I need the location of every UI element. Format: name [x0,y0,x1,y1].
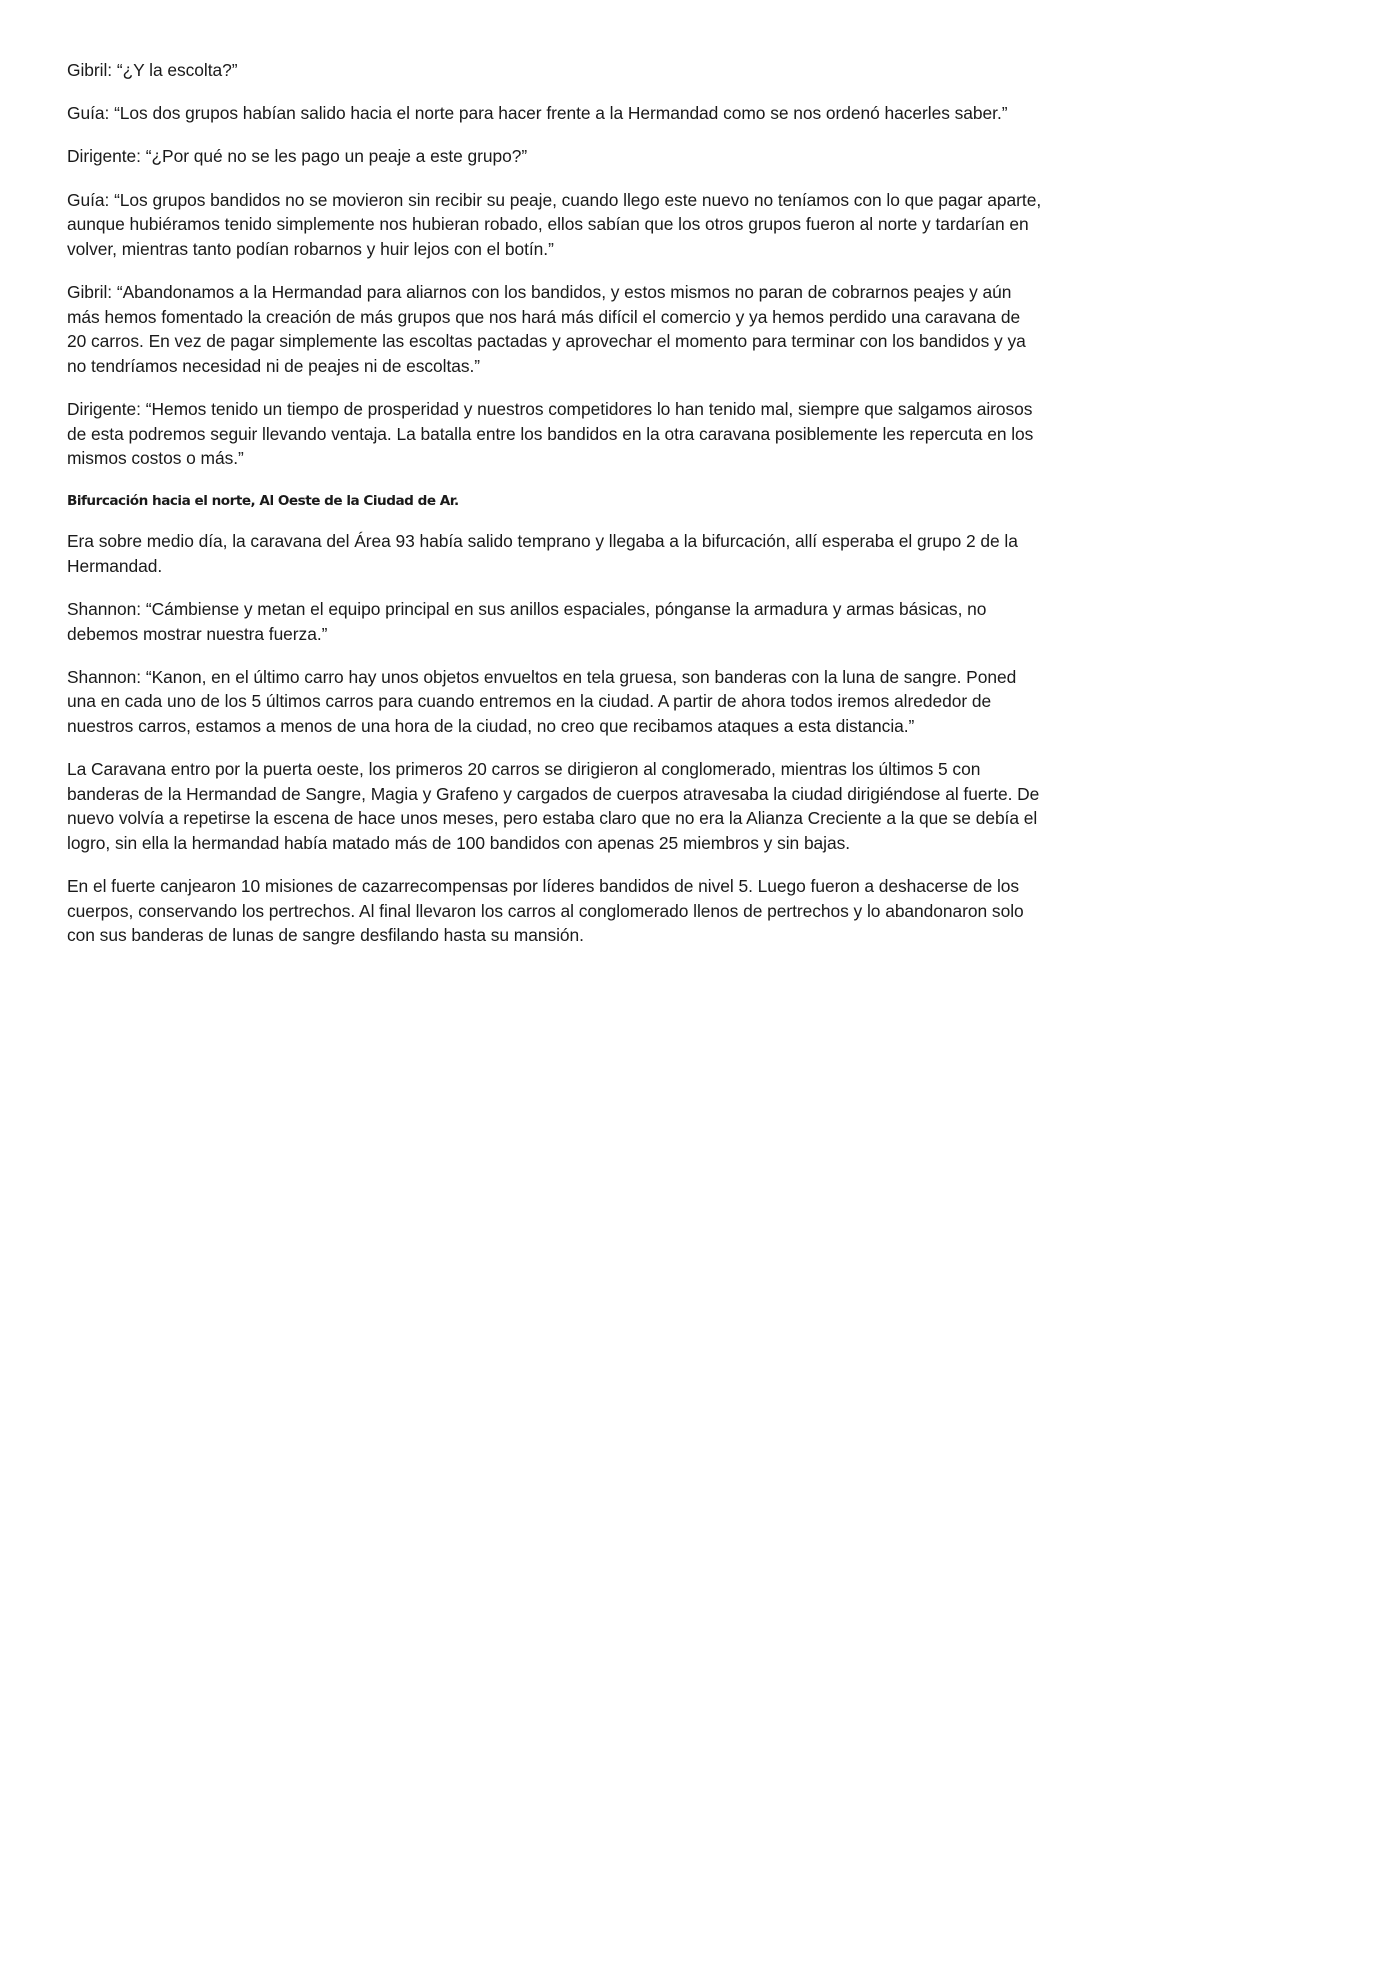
dialogue-paragraph: Dirigente: “Hemos tenido un tiempo de prosperidad y nuestros competidores lo han tenido mal, siempre que salgamos airosos de esta podremos seguir llevando ventaja. La batalla entre los bandidos en la otra caravana posiblemente les repercuta en los mismos costos o más.” [67,398,1034,469]
dialogue-paragraph: Dirigente: “¿Por qué no se les pago un peaje a este grupo?” [67,146,528,167]
dialogue-paragraph: Guía: “Los grupos bandidos no se movieron sin recibir su peaje, cuando llego este nuevo no teníamos con lo que pagar aparte, aunque hubiéramos tenido simplemente nos hubieran robado, ellos sabían que los otros grupos fueron al norte y tardarían en volver, mientras tanto podían robarnos y huir lejos con el botín.” [67,189,1042,259]
document-page [67,58,1042,967]
dialogue-paragraph: Guía: “Los dos grupos habían salido hacia el norte para hacer frente a la Hermandad como se nos ordenó hacerles saber.” [67,103,1008,124]
dialogue-paragraph: Shannon: “Kanon, en el último carro hay unos objetos envueltos en tela gruesa, son banderas con la luna de sangre. Poned una en cada uno de los 5 últimos carros para cuando entremos en la ciudad. A partir de ahora todos iremos alrededor de nuestros carros, estamos a menos de una hora de la ciudad, no creo que recibamos ataques a esta distancia.” [67,666,1017,737]
narrative-paragraph: Era sobre medio día, la caravana del Área 93 había salido temprano y llegaba a la bifurcación, allí esperaba el grupo 2 de la Hermandad. [67,531,1018,576]
narrative-paragraph: En el fuerte canjearon 10 misiones de cazarrecompensas por líderes bandidos de nivel 5. Luego fueron a deshacerse de los cuerpos, conservando los pertrechos. Al final llevaron los carros al conglomerado llenos de pertrechos y lo abandonaron solo con sus banderas de lunas de sangre desfilando hasta su mansión. [67,876,1024,946]
dialogue-paragraph: Gibril: “Abandonamos a la Hermandad para aliarnos con los bandidos, y estos mismos no paran de cobrarnos peajes y aún más hemos fomentado la creación de más grupos que nos hará más difícil el comercio y ya hemos perdido una caravana de 20 carros. En vez de pagar simplemente las escoltas pactadas y aprovechar el momento para terminar con los bandidos y ya no tendríamos necesidad ni de peajes ni de escoltas.” [67,281,1026,376]
dialogue-paragraph: Gibril: “¿Y la escolta?” [67,60,238,80]
section-heading: Bifurcación hacia el norte, Al Oeste de la Ciudad de Ar. [67,493,459,510]
dialogue-paragraph: Shannon: “Cámbiense y metan el equipo principal en sus anillos espaciales, pónganse la armadura y armas básicas, no debemos mostrar nuestra fuerza.” [67,599,987,644]
narrative-paragraph: La Caravana entro por la puerta oeste, los primeros 20 carros se dirigieron al conglomerado, mientras los últimos 5 con banderas de la Hermandad de Sangre, Magia y Grafeno y cargados de cuerpos atravesaba la ciudad dirigiéndose al fuerte. De nuevo volvía a repetirse la escena de hace unos meses, pero estaba claro que no era la Alianza Creciente a la que se debía el logro, sin ella la hermandad había matado más de 100 bandidos con apenas 25 miembros y sin bajas. [67,759,1040,853]
